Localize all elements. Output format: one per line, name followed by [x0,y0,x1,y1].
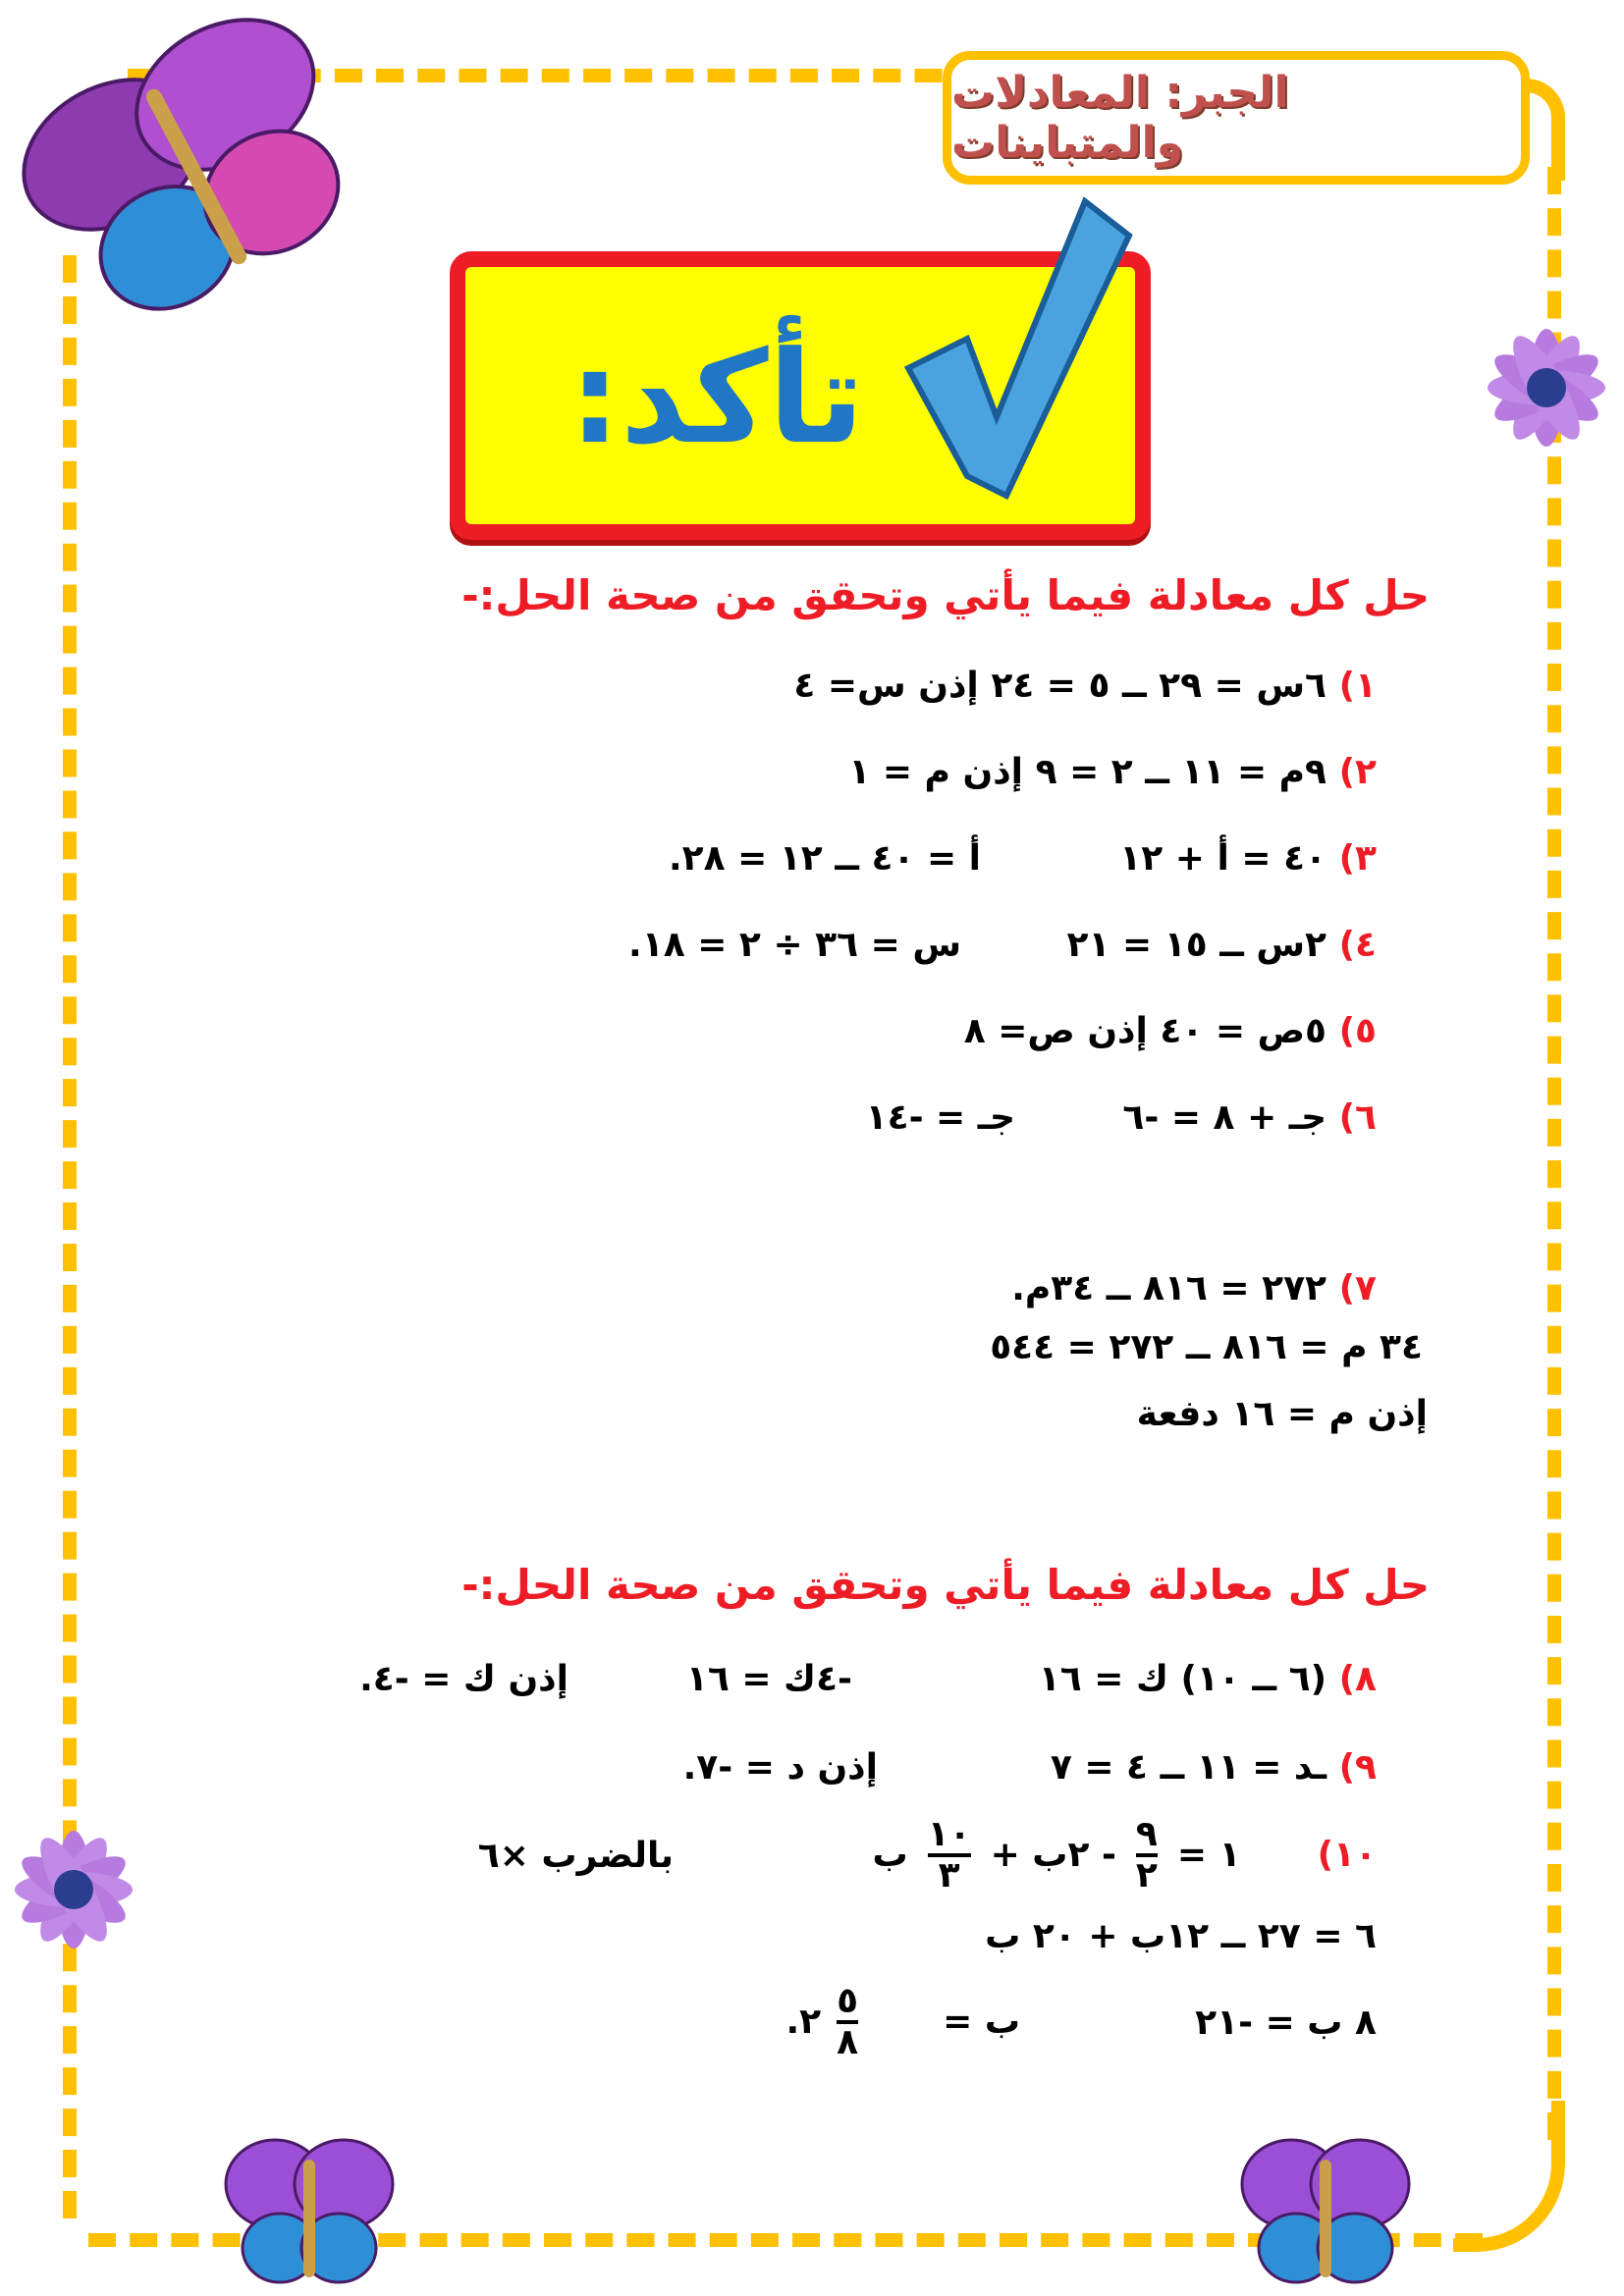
item-number: ٨) [1338,1659,1377,1699]
equation-solution [785,1983,1020,2061]
equation-text: ب [872,1835,908,1876]
item-number: ٥) [1338,1011,1377,1051]
equation-step: -٤ك = ١٦ [685,1659,852,1699]
fraction [837,1983,858,2061]
equation-text: جـ + ٨ = -٦ [1122,1097,1327,1138]
equation-solution: أ = ٤٠ ــ ١٢ = ٢٨. [668,838,981,879]
equation-line: إذن م = ١٦ دفعة [1136,1394,1428,1434]
fraction [1136,1816,1158,1895]
checkmark-icon [889,182,1144,506]
equation-step: ٨ ب = -٢١ [1195,2002,1377,2043]
equation-solution: إذن ك = -٤. [359,1659,568,1699]
equation-line [964,1011,1377,1051]
equation-line [1067,925,1377,965]
item-number: ٧) [1338,1268,1377,1308]
equation-line [1011,1268,1377,1308]
flower-icon [0,1816,147,1963]
frame-corner-bottom-right [1453,2101,1565,2252]
fraction-numerator: ١٠ [927,1814,971,1854]
item-number: ٩) [1338,1747,1377,1788]
equation-text: ١ = [1176,1835,1241,1876]
equation-line [793,666,1377,706]
fraction-denominator: ٢ [1135,1854,1158,1896]
equation-line [848,752,1377,792]
equation-solution: جـ = -١٤ [865,1097,1015,1138]
butterfly-icon [1237,2130,1414,2292]
equation-text: - ٢ب + [990,1835,1116,1876]
item-number: ١) [1338,666,1377,706]
item-number: ٦) [1338,1097,1377,1138]
equation-text: ٩م = ١١ ــ ٢ = ٩ إذن م = ١ [848,752,1327,792]
item-number: ٢) [1338,752,1377,792]
flower-icon [1473,314,1620,461]
item-number: ١٠) [1317,1835,1377,1876]
fraction-numerator: ٩ [1135,1814,1158,1854]
section-heading: حل كل معادلة فيما يأتي وتحقق من صحة الحل:- [461,1561,1430,1609]
equation-line [872,1816,1377,1895]
equation-line: ٦ = ٢٧ ــ ١٢ب + ٢٠ ب [985,1916,1377,1956]
item-number: ٣) [1338,838,1377,879]
section-heading: حل كل معادلة فيما يأتي وتحقق من صحة الحل:- [461,571,1430,619]
equation-line [1039,1659,1377,1699]
equation-text: (٦ ــ ١٠) ك = ١٦ [1038,1659,1327,1699]
butterfly-icon [20,0,373,353]
subject-title: الجبر: المعادلات والمتباينات [951,68,1289,168]
equation-text: ٢. [785,2002,822,2043]
equation-text: ٦س = ٢٩ ــ ٥ = ٢٤ إذن س= ٤ [793,666,1327,706]
equation-solution: إذن د = -٧. [682,1747,878,1788]
equation-text: ٥ص = ٤٠ إذن ص= ٨ [963,1011,1327,1051]
fraction-denominator: ٨ [837,2021,859,2062]
butterfly-icon [221,2130,398,2292]
equation-text: ٤٠ = أ + ١٢ [1119,838,1327,879]
item-number: ٤) [1338,925,1377,965]
subject-header-box [943,51,1530,185]
equation-text: ٢٧٢ = ٨١٦ ــ ٣٤م. [1011,1268,1327,1308]
equation-text: ٢س ــ ١٥ = ٢١ [1066,925,1327,965]
equation-text: ب = [943,2002,1020,2043]
equation-line [1122,1097,1377,1138]
fraction-numerator: ٥ [837,1981,859,2021]
equation-solution: س = ٣٦ ÷ ٢ = ١٨. [628,925,961,965]
fraction [928,1816,971,1895]
equation-note: بالضرب ×٦ [477,1836,674,1876]
equation-line: ٣٤ م = ٨١٦ ــ ٢٧٢ = ٥٤٤ [990,1327,1423,1367]
banner-title: تأكد: [568,323,865,472]
frame-right-border [1547,167,1561,2140]
equation-line [1051,1747,1377,1788]
equation-text: ـد = ١١ ــ ٤ = ٧ [1050,1747,1327,1788]
equation-line [1119,838,1377,879]
fraction-denominator: ٣ [938,1854,960,1896]
